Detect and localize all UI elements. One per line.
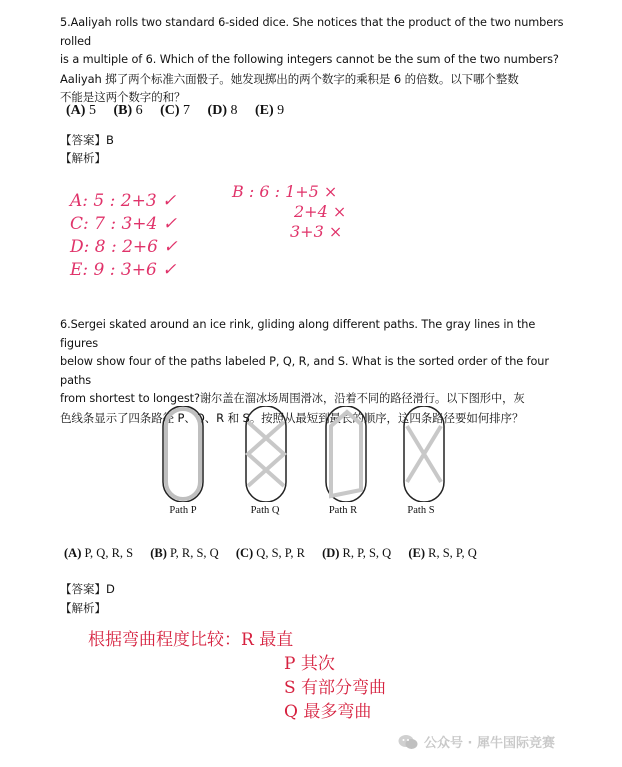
paths-figure (160, 406, 450, 502)
q5-hand-right (232, 182, 346, 242)
hand-left-line: C: 7 : 3+4 ✓ (70, 214, 178, 234)
q6-line4: 色线条显示了四条路径 P、Q、R 和 S。按照从最短到最长的顺序，这四条路径要如何排序？ (60, 410, 524, 425)
hand-right-line: 2+4 × (294, 202, 347, 221)
wechat-icon (398, 734, 418, 750)
q5-zh2: 不能是这两个数字的和？ (60, 90, 186, 104)
q6-choice-e: (E) R, S, P, Q (408, 546, 477, 560)
q5-answer: 【答案】B (60, 133, 114, 147)
path-r-label: Path R (328, 505, 358, 516)
q5-choice-a: (A) 5 (66, 103, 96, 118)
q5-choice-e: (E) 9 (254, 103, 285, 118)
hand-zh-line: Q 最多弯曲 (284, 702, 372, 722)
path-q-figure (246, 406, 286, 502)
hand-zh-line: S 有部分弯曲 (284, 678, 387, 698)
q5-choice-b: (B) 6 (113, 103, 143, 118)
q6-hand (88, 628, 386, 724)
q5-text (60, 14, 580, 107)
path-p-label: Path P (169, 505, 197, 516)
hand-right-line: 3+3 × (290, 222, 343, 241)
hand-left-line: A: 5 : 2+3 ✓ (70, 191, 177, 211)
hand-left-line: E: 9 : 3+6 ✓ (70, 260, 177, 280)
q5-zh1: Aaliyah 掷了两个标准六面骰子。她发现掷出的两个数字的乘积是 6 的倍数。以下哪个整数 (60, 71, 519, 86)
q6-choice-b: (B) P, R, S, Q (150, 546, 219, 560)
q5-choices (66, 103, 298, 119)
path-r-figure (326, 406, 366, 502)
q6-line1: 6.Sergei skated around an ice rink, gliding along different paths. The gray lines in the figures (60, 318, 536, 350)
q6-answer: 【答案】D (60, 582, 115, 596)
q5-line2: is a multiple of 6. Which of the following integers cannot be the sum of the two numbers? (60, 53, 559, 66)
q5-choice-d: (D) 8 (207, 103, 238, 118)
hand-zh-line: 根据弯曲程度比较：R 最直 (88, 630, 294, 650)
hand-left-line: D: 8 : 2+6 ✓ (70, 237, 178, 257)
q6-line3: from shortest to longest?谢尔盖在溜冰场周围滑冰，沿着不同的路径滑行。以下图形中，灰 (60, 392, 525, 405)
q6-choice-a: (A) P, Q, R, S (64, 546, 134, 560)
q6-line2: below show four of the paths labeled P, Q, R, and S. What is the sorted order of the four paths (60, 355, 549, 387)
q5-analysis-label: 【解析】 (60, 151, 106, 165)
watermark-text: 公众号 · 犀牛国际竞赛 (424, 736, 555, 751)
path-p-figure (163, 406, 203, 502)
path-q-label: Path Q (250, 505, 280, 516)
q6-choices (64, 546, 491, 561)
q6-analysis-label: 【解析】 (60, 601, 106, 615)
q6-choice-c: (C) Q, S, P, R (235, 546, 305, 560)
hand-zh-line: P 其次 (284, 654, 335, 674)
path-s-figure (404, 406, 444, 502)
q5-hand-left (70, 190, 178, 282)
watermark (398, 732, 555, 751)
q5-choice-c: (C) 7 (160, 103, 191, 118)
q6-choice-d: (D) R, P, S, Q (322, 546, 392, 560)
q5-line1: 5.Aaliyah rolls two standard 6-sided dice. She notices that the product of the two numbers rolled (60, 16, 564, 48)
path-s-label: Path S (407, 505, 435, 516)
hand-right-line: B : 6 : 1+5 × (232, 182, 338, 201)
